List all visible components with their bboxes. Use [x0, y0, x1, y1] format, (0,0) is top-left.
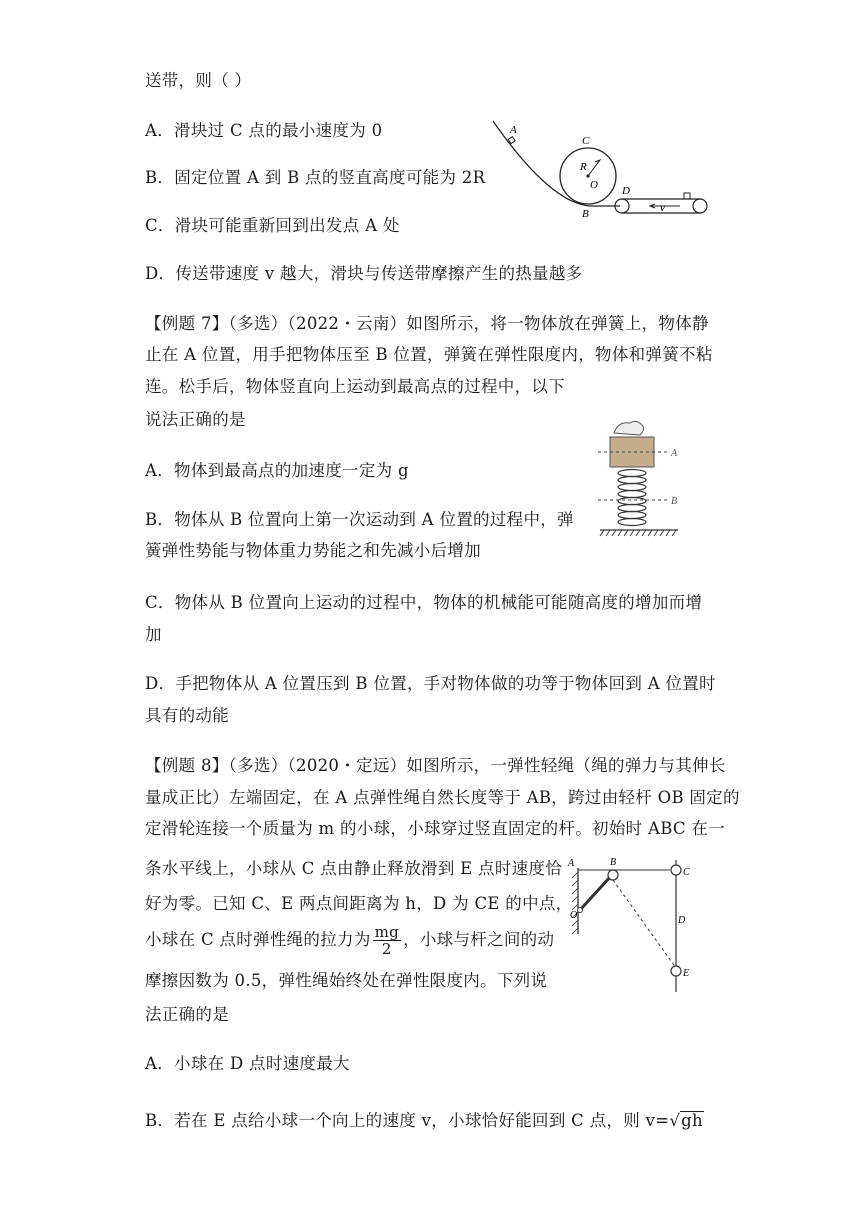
option-c: C．物体从 B 位置向上运动的过程中，物体的机械能可能随高度的增加而增 [145, 593, 703, 612]
question-8-text: 量成正比）左端固定，在 A 点弹性绳自然长度等于 AB，跨过由轻杆 OB 固定的 [145, 788, 740, 807]
label-d: D [622, 185, 630, 197]
track-figure [490, 118, 715, 218]
fraction-denominator: 2 [381, 940, 392, 958]
label-o: O [590, 179, 598, 191]
text-fragment: ，小球与杆之间的动 [403, 930, 555, 949]
option-a: A．物体到最高点的加速度一定为 g [145, 461, 409, 480]
text-fragment: B．若在 E 点给小球一个向上的速度 v，小球恰好能回到 C 点，则 v= [145, 1111, 670, 1130]
question-8-text: 【例题 8】（多选）（2020・定远）如图所示，一弹性轻绳（绳的弹力与其伸长 [145, 756, 726, 775]
question-8-text: 好为零。已知 C、E 两点间距离为 h，D 为 CE 的中点， [145, 894, 573, 913]
label-c: C [582, 135, 590, 147]
text-line: 送带，则（ ） [145, 71, 252, 90]
text-fragment: 小球在 C 点时弹性绳的拉力为 [145, 930, 371, 949]
spring-figure [596, 415, 696, 541]
question-8-text: 法正确的是 [145, 1005, 229, 1024]
question-7-text: 连。松手后，物体竖直向上运动到最高点的过程中，以下 [145, 377, 565, 396]
label-v: v [660, 202, 665, 214]
label-a: A [510, 124, 517, 136]
option-a: A．滑块过 C 点的最小速度为 0 [145, 121, 383, 140]
option-c: 加 [145, 625, 162, 644]
label-b: B [671, 496, 678, 507]
question-8-text: 定滑轮连接一个质量为 m 的小球，小球穿过竖直固定的杆。初始时 ABC 在一 [145, 819, 725, 838]
label-d: D [678, 915, 686, 926]
label-o: O [570, 910, 578, 921]
option-d: 具有的动能 [145, 706, 229, 725]
question-8-text: 摩擦因数为 0.5，弹性绳始终处在弹性限度内。下列说 [145, 971, 548, 990]
label-c: C [683, 867, 690, 878]
question-8-text: 条水平线上，小球从 C 点由静止释放滑到 E 点时速度恰 [145, 859, 563, 878]
label-a: A [568, 858, 575, 869]
question-7-text: 说法正确的是 [145, 410, 246, 429]
sqrt-radicand: gh [681, 1111, 703, 1130]
label-b: B [610, 857, 617, 868]
pulley-figure [566, 856, 696, 996]
option-b: B．物体从 B 位置向上第一次运动到 A 位置的过程中，弹 [145, 510, 574, 529]
fraction [373, 924, 401, 957]
label-e: E [683, 968, 690, 979]
option-b [145, 1110, 704, 1132]
question-7-text: 止在 A 位置，用手把物体压至 B 位置，弹簧在弹性限度内，物体和弹簧不粘 [145, 345, 713, 364]
fraction-numerator: mg [374, 923, 400, 941]
sqrt-symbol: √ [669, 1111, 681, 1130]
label-r: R [580, 161, 587, 173]
option-d: D．手把物体从 A 位置压到 B 位置，手对物体做的功等于物体回到 A 位置时 [145, 674, 716, 693]
option-d: D．传送带速度 v 越大，滑块与传送带摩擦产生的热量越多 [145, 264, 583, 283]
question-8-text [145, 920, 554, 960]
question-7-text: 【例题 7】（多选）（2022・云南）如图所示，将一物体放在弹簧上，物体静 [145, 314, 709, 333]
option-b: B．固定位置 A 到 B 点的竖直高度可能为 2R [145, 168, 486, 187]
option-a: A．小球在 D 点时速度最大 [145, 1054, 350, 1073]
option-b: 簧弹性势能与物体重力势能之和先减小后增加 [145, 541, 481, 560]
label-b: B [582, 208, 589, 218]
option-c: C．滑块可能重新回到出发点 A 处 [145, 216, 400, 235]
label-a: A [671, 448, 678, 459]
